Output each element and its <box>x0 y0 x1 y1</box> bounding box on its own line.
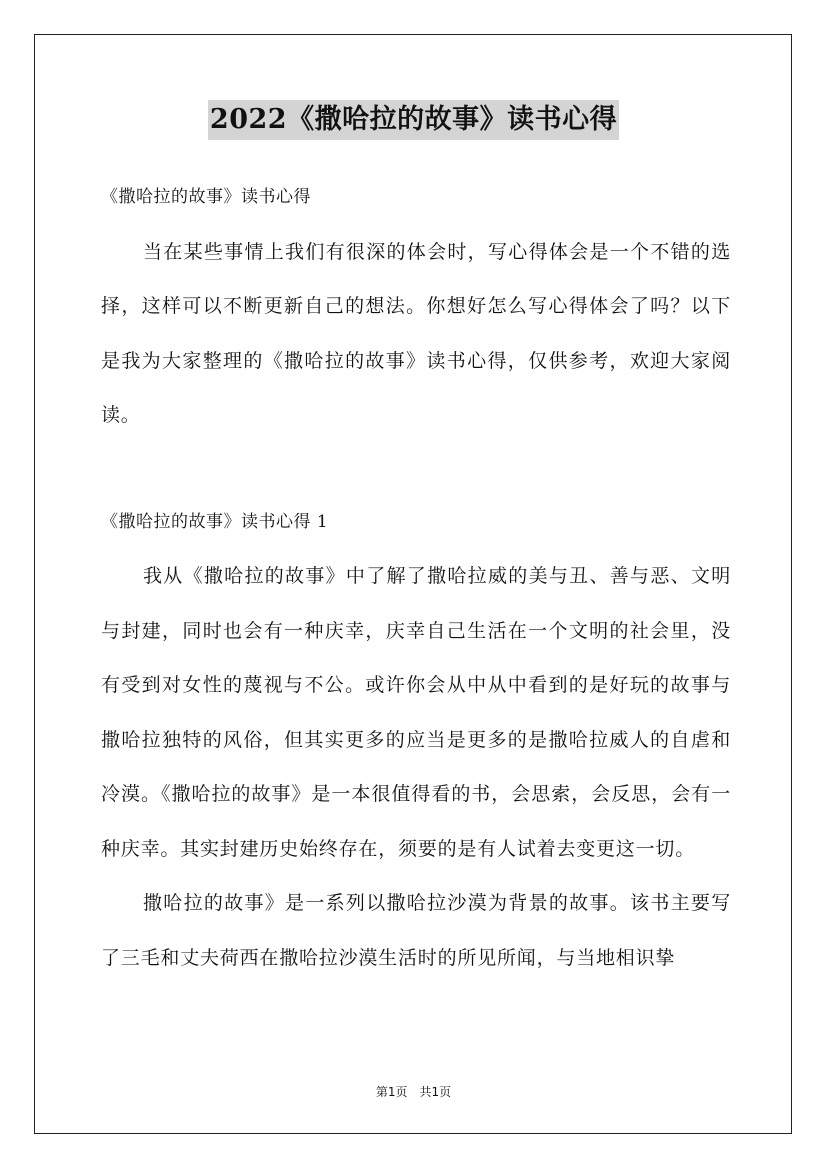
document-title: 2022《撒哈拉的故事》读书心得 <box>208 100 619 140</box>
intro-paragraph: 当在某些事情上我们有很深的体会时，写心得体会是一个不错的选择，这样可以不断更新自己的想法。你想好怎么写心得体会了吗？以下是我为大家整理的《撒哈拉的故事》读书心得，仅供参考，欢迎大家阅读。 <box>101 240 731 426</box>
section-heading: 《撒哈拉的故事》读书心得 1 <box>101 511 329 532</box>
page-footer: 第1页 共1页 <box>375 1085 452 1099</box>
document-subtitle: 《撒哈拉的故事》读书心得 <box>101 187 311 207</box>
document-body <box>101 170 731 985</box>
section-gap <box>101 443 731 495</box>
section-paragraph-1: 我从《撒哈拉的故事》中了解了撒哈拉威的美与丑、善与恶、文明与封建，同时也会有一种庆幸，庆幸自己生活在一个文明的社会里，没有受到对女性的蔑视与不公。或许你会从中从中看到的是好玩的故事与撒哈拉独特的风俗，但其实更多的应当是更多的是撒哈拉威人的自虐和冷漠。《撒哈拉的故事》是一本很值得看的书，会思索，会反思，会有一种庆幸。其实封建历史始终存在，须要的是有人试着去变更这一切。 <box>101 565 731 860</box>
document-title-wrapper <box>0 100 827 140</box>
section-paragraph-2: 撒哈拉的故事》是一系列以撒哈拉沙漠为背景的故事。该书主要写了三毛和丈夫荷西在撒哈拉沙漠生活时的所见所闻，与当地相识挚 <box>101 892 731 969</box>
